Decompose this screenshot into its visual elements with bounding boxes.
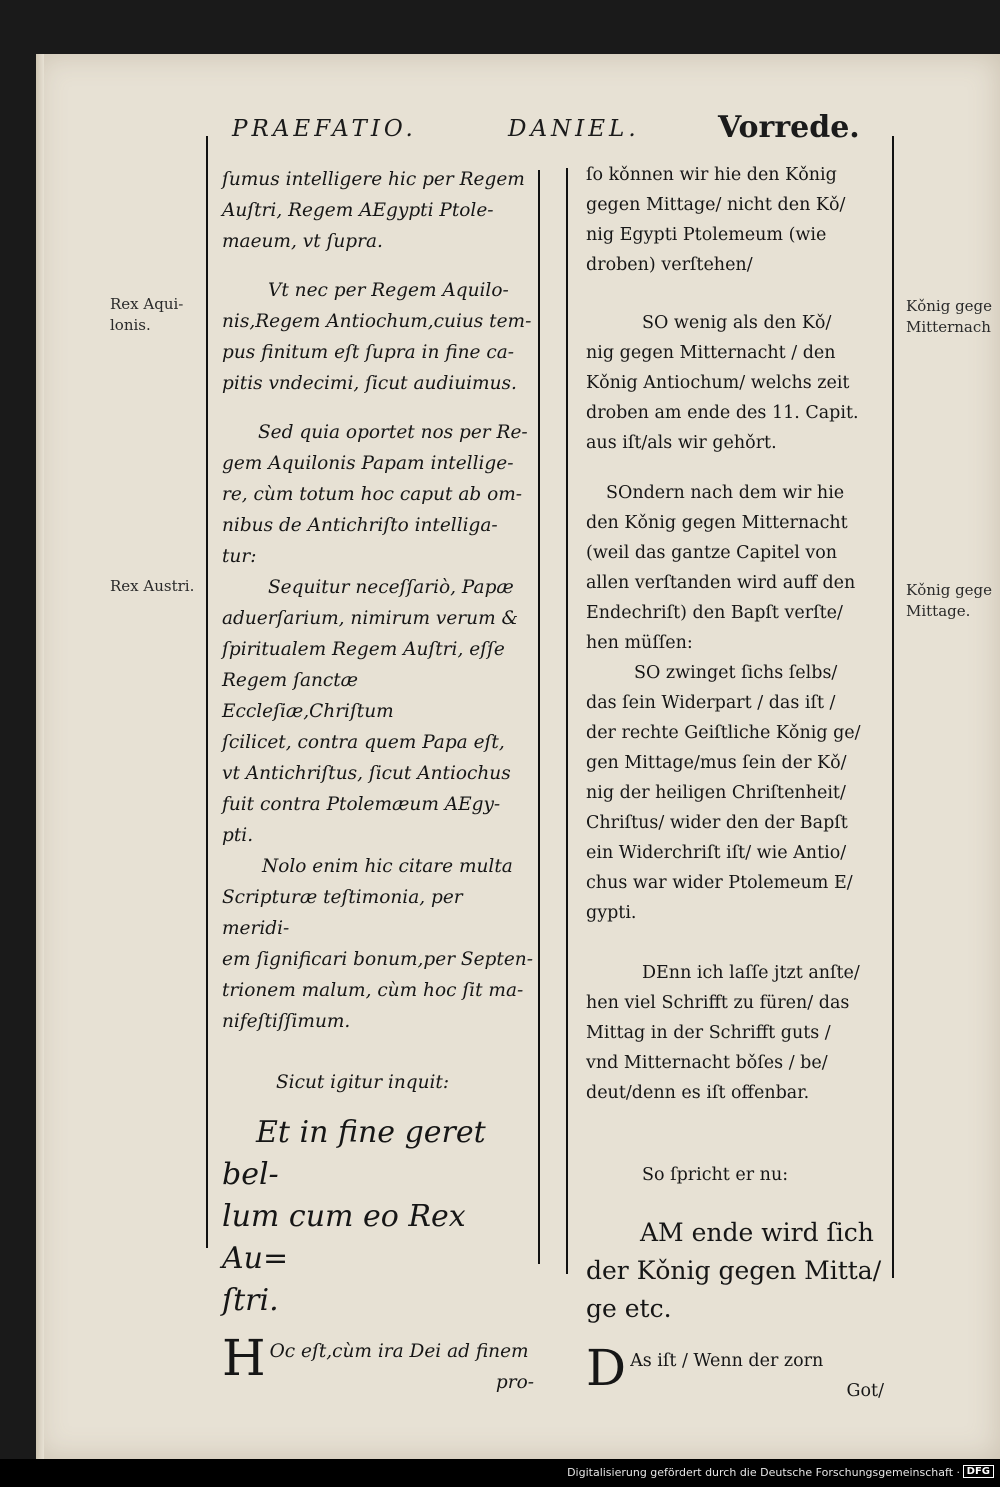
text-line: AM ende wird ſich	[640, 1218, 874, 1247]
rule-right-outer	[892, 136, 894, 1278]
german-paragraph-1	[586, 160, 884, 280]
margin-line: Mittage.	[906, 602, 971, 620]
text-line: SOndern nach dem wir hie	[606, 483, 845, 503]
text-line: (weil das gantze Capitel von	[586, 543, 838, 563]
latin-paragraph-8	[222, 1329, 534, 1398]
margin-line: Kǒnig gege	[906, 581, 993, 599]
margin-note-rex-austri	[110, 576, 194, 597]
running-header	[0, 110, 1000, 156]
margin-line: Rex Aqui-	[110, 295, 184, 313]
digitization-footer	[0, 1459, 1000, 1487]
text-line: ein Widerchriſt iſt/ wie Antio/	[586, 843, 847, 863]
latin-sicut	[222, 1067, 534, 1098]
text-line: das ſein Widerpart / das iſt /	[586, 693, 836, 713]
text-line: gem Aquilonis Papam intellige-	[222, 453, 514, 474]
text-line: DEnn ich laſſe jtzt anſte/	[642, 963, 860, 983]
text-line: Endechriſt) den Bapſt verſte/	[586, 603, 843, 623]
latin-paragraph-2	[222, 275, 534, 399]
german-paragraph-8	[586, 1339, 884, 1406]
margin-line: Rex Austri.	[110, 577, 195, 595]
latin-scripture-quote	[222, 1112, 534, 1322]
text-line: pro-	[495, 1372, 534, 1393]
text-line: nig der heiligen Chriſtenheit/	[586, 783, 846, 803]
text-line: den Kǒnig gegen Mitternacht	[586, 513, 848, 533]
margin-line: lonis.	[110, 316, 151, 334]
rule-left-outer	[206, 136, 208, 1248]
german-so-spricht	[586, 1160, 884, 1190]
text-line: deut/denn es iſt offenbar.	[586, 1083, 810, 1103]
drop-cap-h: H	[222, 1329, 266, 1387]
german-scripture-quote	[586, 1214, 884, 1328]
text-line: pus finitum eſt ſupra in fine ca-	[222, 342, 514, 363]
latin-paragraph-4	[222, 572, 534, 851]
text-line: ſtri.	[222, 1283, 279, 1318]
text-line: aduerſarium, nimirum verum &	[222, 608, 518, 629]
text-line: Oc eſt,cùm ira Dei ad finem	[269, 1341, 529, 1362]
text-line: tur:	[222, 546, 257, 567]
text-line: lum cum eo Rex Au=	[222, 1199, 466, 1276]
scan-top-border	[0, 0, 1000, 54]
text-line: Sed quia oportet nos per Re-	[258, 422, 528, 443]
text-line: gegen Mittage/ nicht den Kǒ/	[586, 195, 846, 215]
text-line: Auſtri, Regem AEgypti Ptole-	[222, 200, 494, 221]
header-right: Vorrede.	[718, 110, 860, 145]
margin-note-koenig-mittage	[906, 580, 1000, 622]
text-line: SO zwinget ſichs ſelbs/	[634, 663, 838, 683]
text-line: So ſpricht er nu:	[642, 1165, 789, 1185]
margin-note-koenig-mitternacht	[906, 296, 1000, 338]
dfg-logo: DFG	[963, 1465, 994, 1478]
text-line: em ſignificari bonum,per Septen-	[222, 949, 533, 970]
margin-line: Kǒnig gege	[906, 297, 993, 315]
text-line: allen verſtanden wird auff den	[586, 573, 856, 593]
text-line: ge etc.	[586, 1294, 672, 1323]
text-line: maeum, vt ſupra.	[222, 231, 383, 252]
latin-paragraph-5	[222, 851, 534, 1037]
german-column	[586, 160, 884, 1406]
text-line: gen Mittage/mus ſein der Kǒ/	[586, 753, 847, 773]
text-line: Regem ſanctæ Eccleſiæ,Chriſtum	[222, 670, 394, 722]
rule-center-left	[538, 170, 540, 1264]
drop-cap-d: D	[586, 1339, 627, 1397]
text-line: Chriſtus/ wider den der Bapſt	[586, 813, 848, 833]
german-paragraph-4	[586, 658, 884, 928]
text-line: Nolo enim hic citare multa	[262, 856, 513, 877]
text-line: nifeſtiſſimum.	[222, 1011, 351, 1032]
text-line: chus war wider Ptolemeum E/	[586, 873, 853, 893]
text-line: ſpiritualem Regem Auſtri, eſſe	[222, 639, 505, 660]
text-line: vnd Mitternacht bǒſes / be/	[586, 1053, 828, 1073]
text-line: Vt nec per Regem Aquilo-	[268, 280, 509, 301]
page-edge-shadow	[36, 54, 44, 1459]
margin-line: Mitternach	[906, 318, 991, 336]
text-line: aus iſt/als wir gehǒrt.	[586, 433, 777, 453]
text-line: Sicut igitur inquit:	[276, 1072, 450, 1093]
text-line: nig Egypti Ptolemeum (wie	[586, 225, 827, 245]
text-line: As iſt / Wenn der zorn	[630, 1351, 824, 1371]
text-line: gypti.	[586, 903, 637, 923]
text-line: hen müſſen:	[586, 633, 693, 653]
text-line: trionem malum, cùm hoc ſit ma-	[222, 980, 524, 1001]
rule-center-right	[566, 168, 568, 1274]
text-line: re, cùm totum hoc caput ab om-	[222, 484, 523, 505]
text-line: Scripturæ teſtimonia, per meridi-	[222, 887, 463, 939]
latin-paragraph-3	[222, 417, 534, 572]
text-line: ſumus intelligere hic per Regem	[222, 169, 525, 190]
text-line: nig gegen Mitternacht / den	[586, 343, 836, 363]
text-line: ſcilicet, contra quem Papa eſt,	[222, 732, 505, 753]
text-line: der rechte Geiſtliche Kǒnig ge/	[586, 723, 861, 743]
text-line: ſo kǒnnen wir hie den Kǒnig	[586, 165, 837, 185]
text-line: der Kǒnig gegen Mitta/	[586, 1256, 882, 1285]
text-line: nibus de Antichriſto intelliga-	[222, 515, 498, 536]
text-line: SO wenig als den Kǒ/	[642, 313, 832, 333]
footer-credit: Digitalisierung gefördert durch die Deutsche Forschungsgemeinschaft ·	[567, 1466, 960, 1479]
latin-column	[222, 164, 534, 1398]
text-line: droben am ende des 11. Capit.	[586, 403, 859, 423]
text-line: Kǒnig Antiochum/ welchs zeit	[586, 373, 850, 393]
text-line: pti.	[222, 825, 254, 846]
latin-paragraph-1	[222, 164, 534, 257]
text-line: nis,Regem Antiochum,cuius tem-	[222, 311, 532, 332]
header-left: PRAEFATIO.	[232, 116, 417, 142]
german-paragraph-2	[586, 308, 884, 458]
text-line: Et in fine geret bel-	[222, 1115, 486, 1192]
text-line: Got/	[846, 1381, 884, 1401]
text-line: hen viel Schrifft zu füren/ das	[586, 993, 850, 1013]
text-line: Mittag in der Schrifft guts /	[586, 1023, 831, 1043]
text-line: pitis vndecimi, ſicut audiuimus.	[222, 373, 517, 394]
header-middle: DANIEL.	[508, 116, 640, 142]
text-line: fuit contra Ptolemæum AEgy-	[222, 794, 501, 815]
text-line: Sequitur neceſſariò, Papæ	[268, 577, 514, 598]
margin-note-rex-aquilonis	[110, 294, 183, 336]
german-paragraph-3	[586, 478, 884, 658]
text-line: droben) verſtehen/	[586, 255, 753, 275]
text-line: vt Antichriſtus, ſicut Antiochus	[222, 763, 511, 784]
german-paragraph-5	[586, 958, 884, 1108]
